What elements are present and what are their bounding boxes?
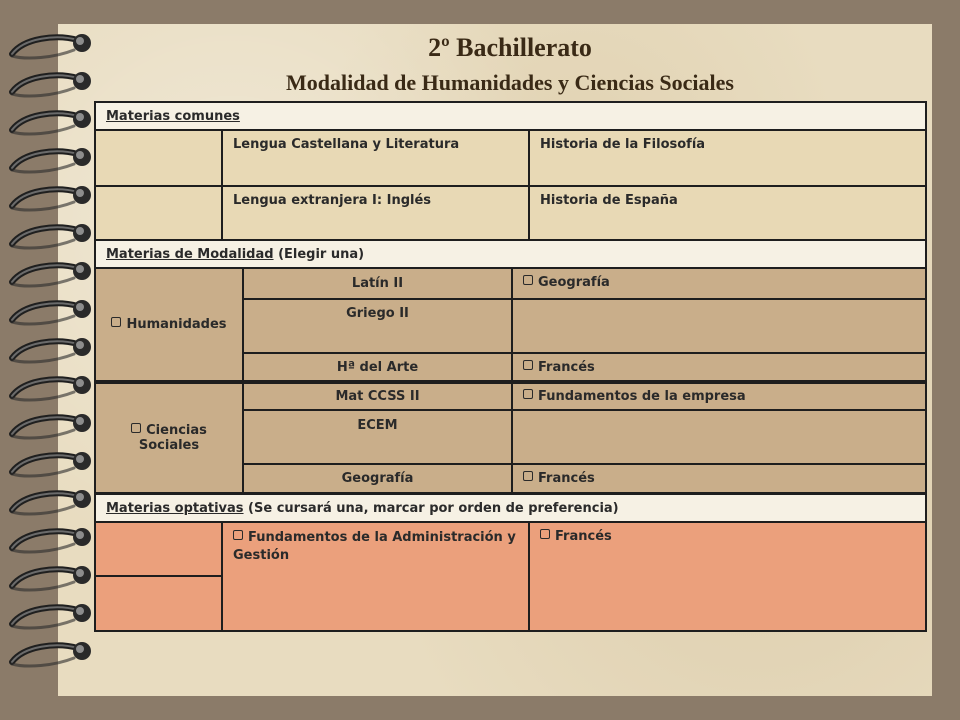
- spiral-ring-icon: [4, 296, 96, 330]
- spiral-ring-icon: [4, 220, 96, 254]
- optativas-header: Materias optativas (Se cursará una, marcar por orden de preferencia): [96, 495, 925, 521]
- ccss-option[interactable]: Ciencias Sociales: [96, 384, 242, 492]
- page-subtitle: Modalidad de Humanidades y Ciencias Sociales: [285, 70, 734, 95]
- checkbox-icon[interactable]: [523, 275, 533, 285]
- humanidades-option-frances[interactable]: Francés: [513, 354, 925, 380]
- spiral-ring-icon: [4, 524, 96, 558]
- spiral-ring-icon: [4, 182, 96, 216]
- modalidad-header: Materias de Modalidad (Elegir una): [96, 241, 925, 267]
- spiral-ring-icon: [4, 106, 96, 140]
- comunes-subject-filosofia: Historia de la Filosofía: [530, 131, 925, 185]
- ccss-empty-cell: [513, 411, 925, 463]
- optativas-rank-1[interactable]: [96, 523, 221, 575]
- humanidades-empty-cell: [513, 300, 925, 352]
- checkbox-icon[interactable]: [523, 471, 533, 481]
- spiral-ring-icon: [4, 30, 96, 64]
- spiral-ring-icon: [4, 638, 96, 672]
- ccss-subject-geografia: Geografía: [244, 465, 511, 492]
- optativa-fundamentos-administracion[interactable]: Fundamentos de la Administración y Gestión: [223, 523, 528, 630]
- humanidades-option-geografia[interactable]: Geografía: [513, 269, 925, 298]
- spiral-ring-icon: [4, 486, 96, 520]
- checkbox-icon[interactable]: [540, 529, 550, 539]
- ccss-option-fundamentos[interactable]: Fundamentos de la empresa: [513, 384, 925, 409]
- spiral-ring-icon: [4, 372, 96, 406]
- ccss-subject-ecem: ECEM: [244, 411, 511, 463]
- optativas-rank-2[interactable]: [96, 577, 221, 630]
- humanidades-subject-latin: Latín II: [244, 269, 511, 298]
- comunes-row2-empty: [96, 187, 221, 239]
- ccss-option-frances[interactable]: Francés: [513, 465, 925, 492]
- humanidades-subject-arte: Hª del Arte: [244, 354, 511, 380]
- comunes-subject-historia-espana: Historia de España: [530, 187, 925, 239]
- spiral-ring-icon: [4, 258, 96, 292]
- humanidades-option[interactable]: Humanidades: [96, 269, 242, 380]
- checkbox-icon[interactable]: [523, 389, 533, 399]
- spiral-ring-icon: [4, 562, 96, 596]
- optativa-frances[interactable]: Francés: [530, 523, 925, 630]
- checkbox-icon[interactable]: [111, 317, 121, 327]
- spiral-ring-icon: [4, 410, 96, 444]
- page-title: 2º Bachillerato: [428, 33, 592, 62]
- humanidades-subject-griego: Griego II: [244, 300, 511, 352]
- spiral-ring-icon: [4, 334, 96, 368]
- comunes-row1-empty: [96, 131, 221, 185]
- comunes-subject-lengua: Lengua Castellana y Literatura: [223, 131, 528, 185]
- spiral-binding: [0, 0, 100, 720]
- spiral-ring-icon: [4, 68, 96, 102]
- checkbox-icon[interactable]: [523, 360, 533, 370]
- ccss-subject-mat: Mat CCSS II: [244, 384, 511, 409]
- comunes-header: Materias comunes: [96, 103, 925, 129]
- spiral-ring-icon: [4, 448, 96, 482]
- comunes-subject-ingles: Lengua extranjera I: Inglés: [223, 187, 528, 239]
- checkbox-icon[interactable]: [233, 530, 243, 540]
- spiral-ring-icon: [4, 600, 96, 634]
- checkbox-icon[interactable]: [131, 423, 141, 433]
- spiral-ring-icon: [4, 144, 96, 178]
